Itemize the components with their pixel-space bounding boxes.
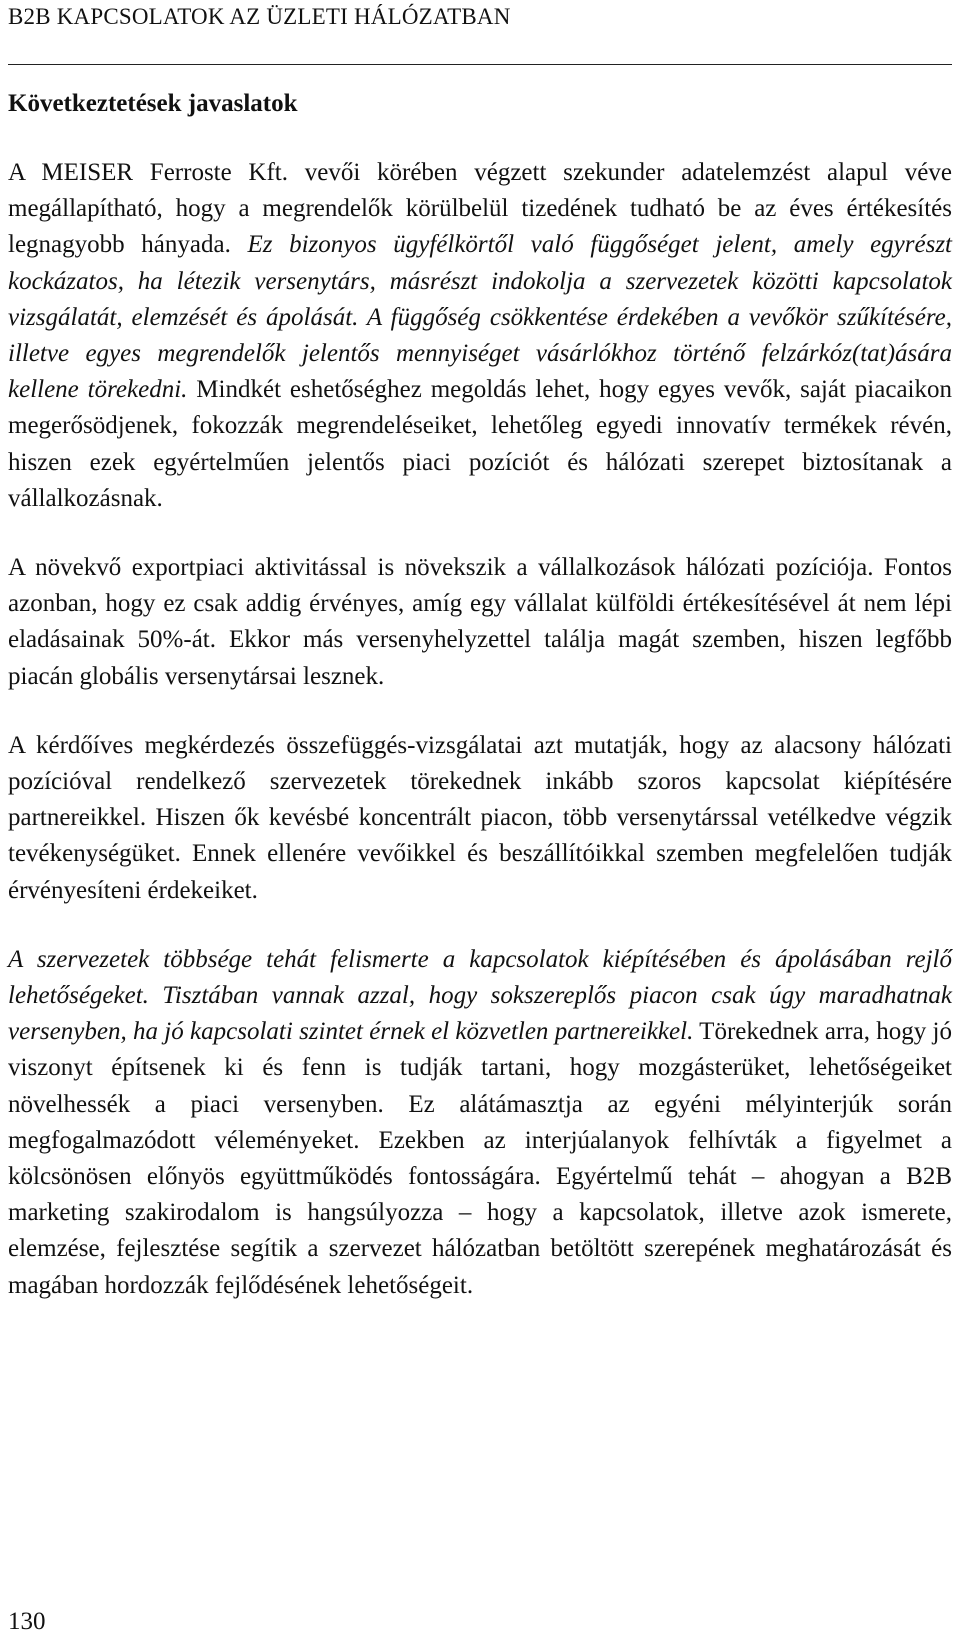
header-rule bbox=[8, 64, 952, 65]
page-number: 130 bbox=[8, 1608, 46, 1635]
paragraph bbox=[8, 155, 952, 517]
section-heading: Következtetések javaslatok bbox=[8, 90, 298, 117]
text-run: Törekednek arra, hogy jó viszonyt építsenek ki és fenn is tudják tartani, hogy mozgásterüket, lehetőségeiket növelhessék a piaci versenyben. Ez alátámasztja az egyéni mélyinterjúk során megfogalmazódott véleményeket. Ezekben az interjúalanyok felhívták a figyelmet a kölcsönösen előnyös együttműködés fontosságára. Egyértelmű tehát – ahogyan a B2B marketing szakirodalom is hangsúlyozza – hogy a kapcsolatok, illetve azok ismerete, elemzése, fejlesztése segítik a szervezet hálózatban betöltött szerepének meghatározását és magában hordozzák fejlődésének lehetőségeit. bbox=[8, 1018, 952, 1299]
text-run: Mindkét eshetőséghez megoldás lehet, hogy egyes vevők, saját piacaikon megerősödjenek, fokozzák megrendeléseiket, lehetőleg egyedi innovatív termékek révén, hiszen ezek egyértelműen jelentős piaci pozíciót és hálózati szerepet biztosítanak a vállalkozásnak. bbox=[8, 376, 952, 512]
text-run: A MEISER Ferroste Kft. vevői körében végzett szekunder adatelemzést alapul véve megállapítható, hogy a megrendelők körülbelül tizedének tudható be az éves értékesítés legnagyobb hányada. bbox=[8, 159, 952, 259]
body-text bbox=[8, 155, 952, 1337]
paragraph bbox=[8, 728, 952, 909]
italic-text-run: Ez bizonyos ügyfélkörtől való függőséget jelent, amely egyrészt kockázatos, ha létezik versenytárs, másrészt indokolja a szervezetek közötti kapcsolatok vizsgálatát, elemzését és ápolását. A függőség csökkentése érdekében a vevőkör szűkítésére, illetve egyes megrendelők jelentős mennyiséget vásárlókhoz történő felzárkóz(tat)ására kellene törekedni. bbox=[8, 231, 952, 404]
text-run: A növekvő exportpiaci aktivitással is növekszik a vállalkozások hálózati pozíciója. Fontos azonban, hogy ez csak addig érvényes, amíg egy vállalat külföldi értékesítésével át nem lépi eladásainak 50%-át. Ekkor más versenyhelyzettel találja magát szemben, hiszen legfőbb piacán globális versenytársai lesznek. bbox=[8, 554, 952, 690]
paragraph bbox=[8, 942, 952, 1304]
running-head: B2B KAPCSOLATOK AZ ÜZLETI HÁLÓZATBAN bbox=[8, 4, 511, 29]
italic-text-run: A szervezetek többsége tehát felismerte a kapcsolatok kiépítésében és ápolásában rejlő lehetőségeket. Tisztában vannak azzal, hogy sokszereplős piacon csak úgy maradhatnak versenyben, ha jó kapcsolati szintet érnek el közvetlen partnereikkel. bbox=[8, 945, 952, 1046]
paragraph bbox=[8, 550, 952, 695]
text-run: A kérdőíves megkérdezés összefüggés-vizsgálatai azt mutatják, hogy az alacsony hálózati pozícióval rendelkező szervezetek törekednek inkább szoros kapcsolat kiépítésére partnereikkel. Hiszen ők kevésbé koncentrált piacon, több versenytárssal vetélkedve végzik tevékenységüket. Ennek ellenére vevőikkel és beszállítóikkal szemben megfelelően tudják érvényesíteni érdekeiket. bbox=[8, 731, 952, 904]
